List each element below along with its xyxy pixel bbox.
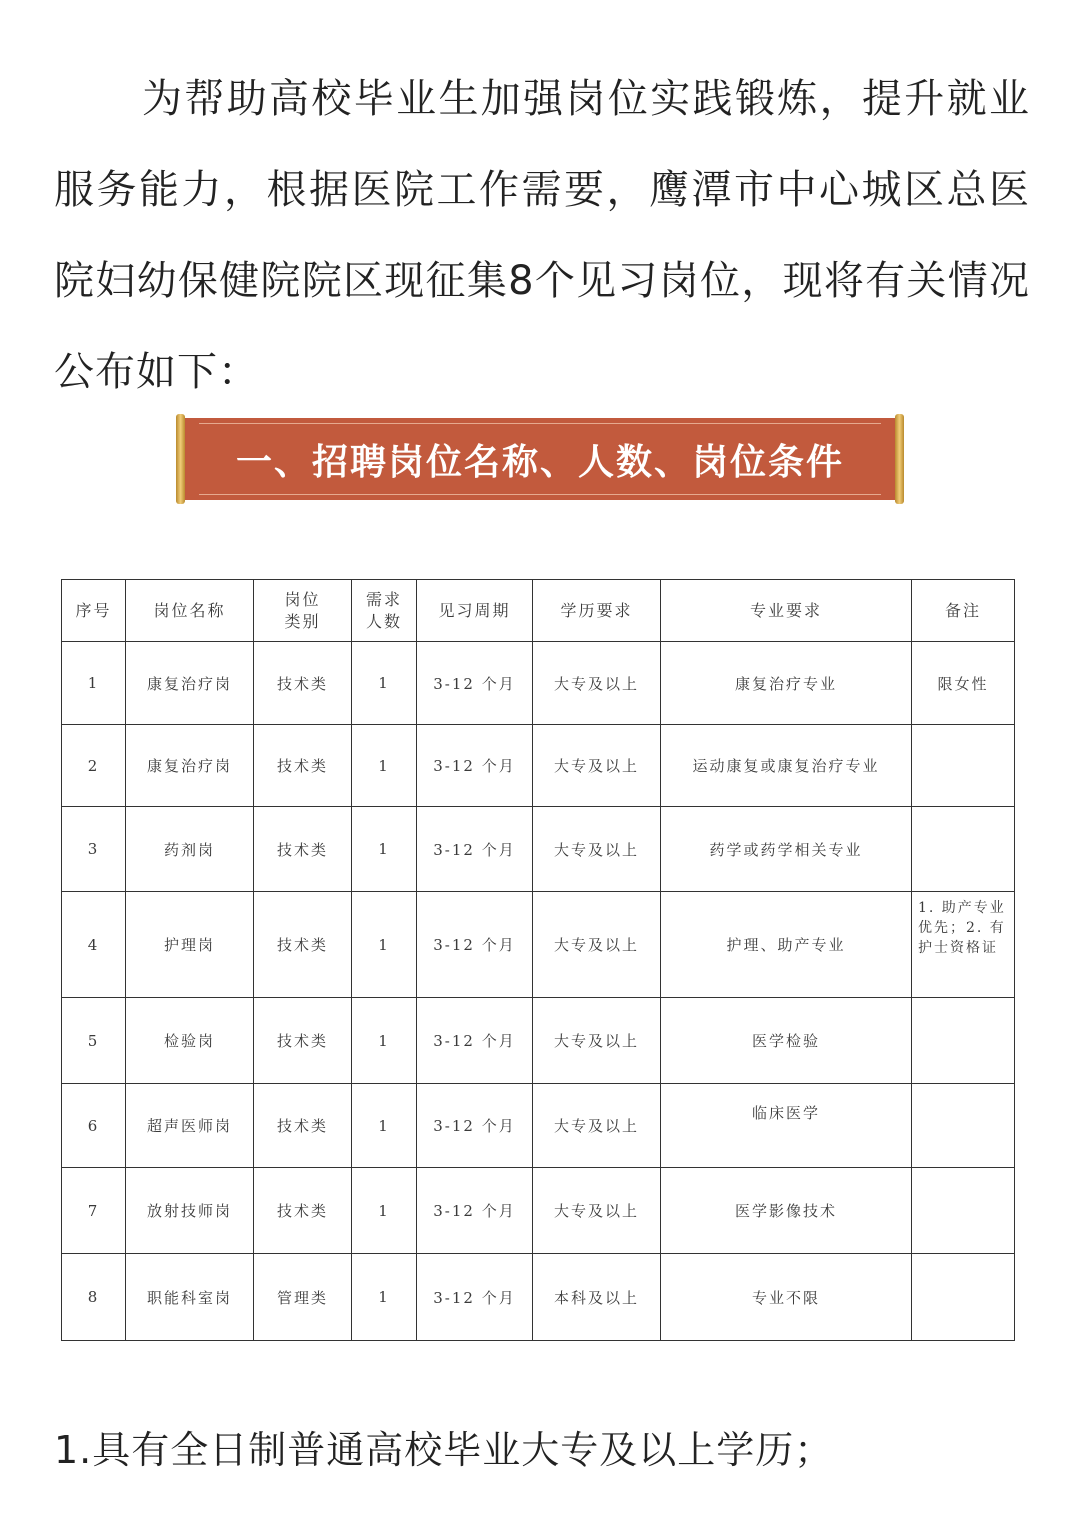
cell-category: 技术类 (254, 892, 352, 998)
cell-note: 1. 助产专业优先；2. 有护士资格证 (912, 892, 1015, 998)
cell-seq: 5 (62, 998, 126, 1084)
cell-name: 康复治疗岗 (126, 725, 254, 807)
intro-paragraph: 为帮助高校毕业生加强岗位实践锻炼，提升就业服务能力，根据医院工作需要，鹰潭市中心城区总医院妇幼保健院院区现征集8个见习岗位，现将有关情况公布如下： (54, 76, 1030, 395)
table-row (62, 998, 1015, 1084)
cell-major: 医学检验 (661, 998, 912, 1084)
banner-right-rod (895, 414, 904, 504)
cell-count: 1 (352, 998, 417, 1084)
cell-period: 3-12 个月 (417, 642, 533, 725)
table-header-row (62, 580, 1015, 642)
cell-category: 技术类 (254, 998, 352, 1084)
cell-education: 本科及以上 (533, 1254, 661, 1341)
cell-period: 3-12 个月 (417, 725, 533, 807)
cell-education: 大专及以上 (533, 1168, 661, 1254)
cell-education: 大专及以上 (533, 892, 661, 998)
cell-major: 药学或药学相关专业 (661, 807, 912, 892)
cell-name: 放射技师岗 (126, 1168, 254, 1254)
cell-count: 1 (352, 725, 417, 807)
cell-count: 1 (352, 642, 417, 725)
header-note: 备注 (912, 580, 1015, 642)
cell-period: 3-12 个月 (417, 998, 533, 1084)
table-row (62, 725, 1015, 807)
cell-seq: 6 (62, 1084, 126, 1168)
cell-category: 技术类 (254, 642, 352, 725)
cell-period: 3-12 个月 (417, 1254, 533, 1341)
cell-category: 技术类 (254, 807, 352, 892)
cell-category: 管理类 (254, 1254, 352, 1341)
table-row (62, 892, 1015, 998)
cell-period: 3-12 个月 (417, 807, 533, 892)
cell-name: 职能科室岗 (126, 1254, 254, 1341)
cell-count: 1 (352, 807, 417, 892)
cell-major: 临床医学 (661, 1084, 912, 1168)
cell-count: 1 (352, 1168, 417, 1254)
cell-name: 护理岗 (126, 892, 254, 998)
cell-education: 大专及以上 (533, 998, 661, 1084)
cell-seq: 1 (62, 642, 126, 725)
cell-seq: 8 (62, 1254, 126, 1341)
cell-count: 1 (352, 892, 417, 998)
cell-note (912, 1168, 1015, 1254)
cell-period: 3-12 个月 (417, 892, 533, 998)
header-seq: 序号 (62, 580, 126, 642)
cell-major: 康复治疗专业 (661, 642, 912, 725)
table-row (62, 807, 1015, 892)
cell-education: 大专及以上 (533, 807, 661, 892)
cell-seq: 4 (62, 892, 126, 998)
cell-name: 超声医师岗 (126, 1084, 254, 1168)
cell-period: 3-12 个月 (417, 1084, 533, 1168)
cell-count: 1 (352, 1254, 417, 1341)
cell-education: 大专及以上 (533, 725, 661, 807)
section-banner (176, 414, 904, 504)
cell-note (912, 725, 1015, 807)
header-education: 学历要求 (533, 580, 661, 642)
cell-seq: 2 (62, 725, 126, 807)
cell-seq: 7 (62, 1168, 126, 1254)
cell-education: 大专及以上 (533, 1084, 661, 1168)
cell-name: 康复治疗岗 (126, 642, 254, 725)
cell-note (912, 998, 1015, 1084)
cell-category: 技术类 (254, 725, 352, 807)
header-period: 见习周期 (417, 580, 533, 642)
cell-name: 药剂岗 (126, 807, 254, 892)
table-row (62, 1084, 1015, 1168)
cell-count: 1 (352, 1084, 417, 1168)
banner-title: 一、招聘岗位名称、人数、岗位条件 (235, 441, 844, 483)
cell-category: 技术类 (254, 1084, 352, 1168)
cell-note (912, 1084, 1015, 1168)
cell-note: 限女性 (912, 642, 1015, 725)
header-count: 需求 人数 (352, 580, 417, 642)
requirement-item-1: 1.具有全日制普通高校毕业大专及以上学历； (54, 1428, 834, 1472)
cell-seq: 3 (62, 807, 126, 892)
cell-period: 3-12 个月 (417, 1168, 533, 1254)
header-category: 岗位 类别 (254, 580, 352, 642)
header-name: 岗位名称 (126, 580, 254, 642)
table-row (62, 1168, 1015, 1254)
cell-major: 医学影像技术 (661, 1168, 912, 1254)
positions-table (61, 579, 1015, 1341)
cell-major: 护理、助产专业 (661, 892, 912, 998)
cell-major: 运动康复或康复治疗专业 (661, 725, 912, 807)
cell-education: 大专及以上 (533, 642, 661, 725)
cell-name: 检验岗 (126, 998, 254, 1084)
cell-note (912, 807, 1015, 892)
cell-category: 技术类 (254, 1168, 352, 1254)
table-row (62, 642, 1015, 725)
header-major: 专业要求 (661, 580, 912, 642)
cell-major: 专业不限 (661, 1254, 912, 1341)
cell-note (912, 1254, 1015, 1341)
table-row (62, 1254, 1015, 1341)
